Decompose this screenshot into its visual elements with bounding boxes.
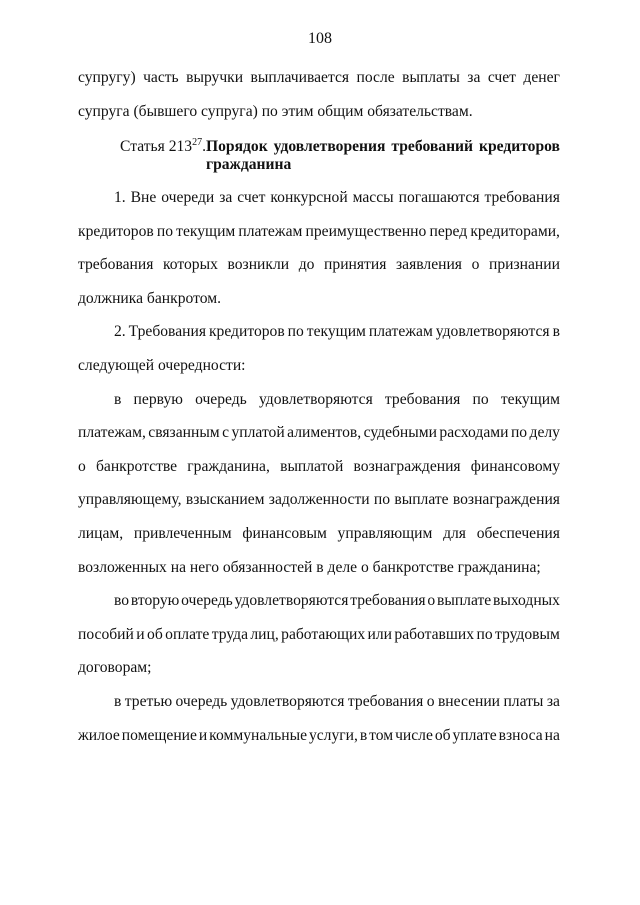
paragraph-continuation	[78, 68, 560, 135]
text-line: супруга (бывшего супруга) по этим общим обязательствам.	[78, 102, 473, 120]
text-line	[78, 457, 560, 491]
word: алиментов,	[287, 424, 362, 442]
word: 2.	[114, 323, 126, 341]
word: управляющему,	[78, 491, 182, 509]
article-title-line-1	[206, 138, 560, 156]
word: после	[356, 69, 395, 86]
title-word: удовлетворения	[273, 138, 386, 155]
word: по	[287, 323, 304, 341]
word: связанным	[148, 424, 220, 442]
word: об	[434, 726, 451, 744]
word: очереди	[161, 189, 215, 206]
word: платежам	[368, 323, 433, 341]
text-line	[78, 490, 560, 524]
word: часть	[143, 69, 179, 86]
word: о	[426, 692, 435, 710]
title-word: Порядок	[206, 138, 268, 155]
word: внесении	[437, 692, 501, 710]
word: об	[147, 625, 163, 643]
word: числе	[395, 726, 433, 744]
word: по	[510, 424, 528, 442]
word: во	[114, 592, 130, 610]
word: трудовым	[495, 625, 560, 643]
text-line: должника банкротом.	[78, 289, 221, 307]
word: по	[476, 625, 493, 643]
word: платежам	[238, 222, 303, 240]
text-line: договорам;	[78, 659, 152, 677]
text-line	[78, 68, 560, 102]
word: текущим	[500, 390, 560, 408]
word: выплачивается	[250, 69, 350, 86]
word: финансовому	[470, 457, 560, 475]
word: требования	[484, 189, 560, 206]
word: финансовым	[242, 524, 327, 542]
word: взноса	[498, 726, 543, 744]
word: о	[78, 457, 86, 475]
word: признании	[489, 256, 560, 274]
word: задолженности	[268, 491, 370, 509]
title-word: кредиторов	[478, 138, 560, 155]
word: для	[443, 524, 466, 542]
word: Вне	[130, 189, 157, 206]
word: первую	[133, 390, 183, 408]
word: денег	[523, 69, 560, 86]
word: управляющим	[337, 524, 433, 542]
text-line	[78, 222, 560, 256]
word: лиц,	[250, 625, 279, 643]
word: в	[552, 323, 560, 341]
text-line: возложенных на него обязанностей в деле о банкротстве гражданина;	[78, 558, 541, 576]
word: по	[156, 222, 174, 240]
text-line	[78, 591, 560, 625]
word: банкротстве	[95, 457, 178, 475]
word: в	[114, 692, 122, 710]
word: и	[136, 625, 145, 643]
word: гражданина,	[187, 457, 270, 475]
word: третью	[124, 692, 173, 710]
word: счет	[237, 189, 266, 206]
word: принятия	[324, 256, 387, 274]
word: выплате	[436, 592, 492, 610]
word: требования	[347, 692, 424, 710]
word: массы	[352, 189, 394, 206]
word: платежам,	[78, 424, 146, 442]
word: 1.	[114, 189, 126, 206]
word: удовлетворяются	[435, 323, 550, 341]
word: Требования	[128, 323, 206, 341]
word: и	[198, 726, 208, 744]
word: коммунальные	[209, 726, 308, 744]
word: очередь	[195, 390, 247, 408]
word: работавших	[394, 625, 475, 643]
word: супругу)	[78, 69, 136, 86]
word: заявления	[396, 256, 462, 274]
article-title	[206, 138, 560, 174]
text-line	[78, 524, 560, 558]
word: очередь	[181, 592, 233, 610]
word: по	[472, 390, 489, 408]
word: выручки	[186, 69, 244, 86]
word: преимущественно	[305, 222, 427, 240]
word: жилое	[78, 726, 120, 744]
word: том	[369, 726, 394, 744]
word: в	[359, 726, 368, 744]
word: перед	[429, 222, 468, 240]
word: погашаются	[398, 189, 480, 206]
word: или	[367, 625, 392, 643]
title-word: требований	[391, 138, 474, 155]
word: за	[546, 692, 560, 710]
text-line	[78, 322, 560, 356]
text-line	[78, 625, 560, 659]
word: очередь	[175, 692, 228, 710]
page-number: 108	[308, 30, 332, 47]
word: вторую	[130, 592, 180, 610]
word: конкурсной	[270, 189, 348, 206]
text-line	[78, 255, 560, 289]
word: делу	[529, 424, 560, 442]
word: кредиторов	[78, 222, 154, 240]
word: требования	[350, 592, 426, 610]
word: вознаграждения	[452, 491, 560, 509]
word: выходных	[493, 592, 560, 610]
word: за	[219, 189, 233, 206]
word: обеспечения	[476, 524, 560, 542]
word: о	[427, 592, 436, 610]
word: за	[467, 69, 481, 86]
text-line	[78, 188, 560, 222]
word: труда	[211, 625, 248, 643]
word: уплатой	[231, 424, 285, 442]
word: возникли	[227, 256, 290, 274]
word: лицам,	[78, 524, 124, 542]
word: текущим	[176, 222, 236, 240]
word: работающих	[281, 625, 366, 643]
word: помещение	[121, 726, 197, 744]
word: удовлетворяются	[230, 692, 345, 710]
word: удовлетворяются	[258, 390, 373, 408]
word: о	[471, 256, 480, 274]
word: оплате	[165, 625, 210, 643]
word: кредиторов	[208, 323, 285, 341]
word: требования	[384, 390, 461, 408]
word: привлеченным	[133, 524, 232, 542]
article-title-line-2: гражданина	[206, 156, 292, 173]
article-body	[78, 188, 560, 759]
word: услуги,	[308, 726, 358, 744]
word: на	[544, 726, 560, 744]
word: пособий	[78, 625, 134, 643]
word: текущим	[306, 323, 366, 341]
word: судебными	[363, 424, 437, 442]
text-line	[78, 390, 560, 424]
word: в	[114, 390, 122, 408]
text-line	[78, 423, 560, 457]
word: платы	[503, 692, 544, 710]
word: удовлетворяются	[234, 592, 349, 610]
word: счет	[487, 69, 516, 86]
word: которых	[163, 256, 218, 274]
word: выплате	[394, 491, 449, 509]
word: кредиторами,	[470, 222, 560, 240]
text-line	[78, 726, 560, 760]
word: выплатой	[280, 457, 344, 475]
word: требования	[78, 256, 154, 274]
word: вознаграждения	[353, 457, 461, 475]
word: расходами	[439, 424, 509, 442]
word: с	[222, 424, 230, 442]
word: уплате	[452, 726, 497, 744]
word: взысканием	[185, 491, 265, 509]
word: по	[373, 491, 391, 509]
word: выплаты	[402, 69, 460, 86]
article-label: Статья $213^{27}$.	[120, 136, 207, 155]
text-line: следующей очередности:	[78, 356, 246, 374]
word: до	[298, 256, 315, 274]
text-line	[78, 692, 560, 726]
